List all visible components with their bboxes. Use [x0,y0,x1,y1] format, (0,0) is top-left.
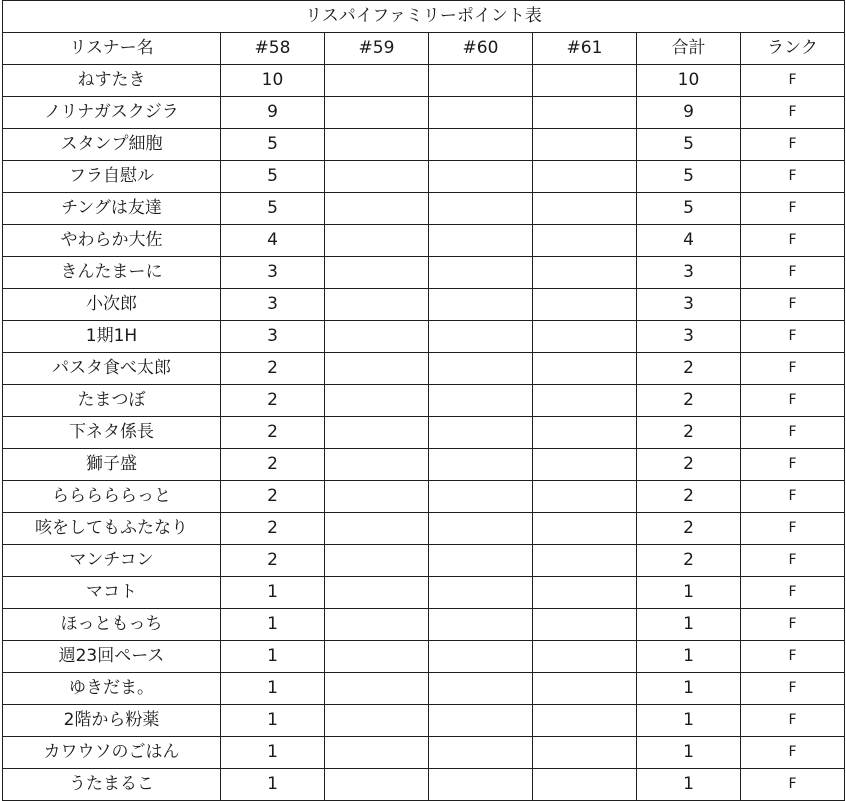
episode-59-cell [325,705,429,737]
episode-61-cell [533,705,637,737]
table-body [3,65,845,801]
table-row [3,449,845,481]
total-cell: 2 [637,353,741,385]
table-row [3,161,845,193]
episode-58-cell: 10 [221,65,325,97]
rank-cell: F [741,481,845,513]
rank-cell: F [741,385,845,417]
episode-61-cell [533,417,637,449]
episode-60-cell [429,257,533,289]
episode-60-cell [429,641,533,673]
episode-58-cell: 2 [221,417,325,449]
episode-58-cell: 2 [221,385,325,417]
listener-name-cell: チングは友達 [3,193,221,225]
episode-60-cell [429,417,533,449]
episode-60-cell [429,193,533,225]
total-cell: 1 [637,673,741,705]
episode-61-cell [533,641,637,673]
episode-60-cell [429,353,533,385]
episode-60-cell [429,65,533,97]
header-episode-60: #60 [429,33,533,65]
table-row [3,129,845,161]
episode-61-cell [533,385,637,417]
episode-60-cell [429,513,533,545]
episode-59-cell [325,449,429,481]
total-cell: 5 [637,129,741,161]
episode-59-cell [325,289,429,321]
episode-59-cell [325,769,429,801]
listener-name-cell: マンチコン [3,545,221,577]
episode-61-cell [533,545,637,577]
episode-58-cell: 5 [221,193,325,225]
episode-59-cell [325,161,429,193]
total-cell: 5 [637,161,741,193]
listener-name-cell: フラ自慰ル [3,161,221,193]
episode-61-cell [533,673,637,705]
listener-name-cell: パスタ食べ太郎 [3,353,221,385]
listener-name-cell: 2階から粉薬 [3,705,221,737]
total-cell: 2 [637,417,741,449]
episode-59-cell [325,417,429,449]
rank-cell: F [741,609,845,641]
episode-58-cell: 1 [221,609,325,641]
episode-59-cell [325,577,429,609]
total-cell: 3 [637,257,741,289]
table-row [3,705,845,737]
listener-name-cell: らららららっと [3,481,221,513]
episode-58-cell: 4 [221,225,325,257]
episode-60-cell [429,737,533,769]
episode-60-cell [429,609,533,641]
episode-61-cell [533,513,637,545]
rank-cell: F [741,129,845,161]
episode-59-cell [325,193,429,225]
episode-58-cell: 5 [221,129,325,161]
episode-61-cell [533,609,637,641]
total-cell: 2 [637,545,741,577]
total-cell: 1 [637,705,741,737]
table-row [3,577,845,609]
table-row [3,481,845,513]
table-row [3,321,845,353]
episode-58-cell: 3 [221,289,325,321]
title-row [3,1,845,33]
episode-61-cell [533,769,637,801]
total-cell: 1 [637,737,741,769]
rank-cell: F [741,545,845,577]
episode-61-cell [533,129,637,161]
listener-name-cell: 下ネタ係長 [3,417,221,449]
table-row [3,417,845,449]
episode-58-cell: 1 [221,641,325,673]
table-row [3,769,845,801]
episode-59-cell [325,737,429,769]
rank-cell: F [741,449,845,481]
total-cell: 2 [637,385,741,417]
episode-59-cell [325,385,429,417]
table-row [3,353,845,385]
rank-cell: F [741,577,845,609]
episode-60-cell [429,97,533,129]
episode-59-cell [325,321,429,353]
rank-cell: F [741,161,845,193]
total-cell: 2 [637,449,741,481]
episode-60-cell [429,545,533,577]
rank-cell: F [741,225,845,257]
listener-name-cell: 1期1H [3,321,221,353]
header-row [3,33,845,65]
listener-name-cell: 小次郎 [3,289,221,321]
episode-59-cell [325,481,429,513]
episode-59-cell [325,673,429,705]
total-cell: 9 [637,97,741,129]
rank-cell: F [741,289,845,321]
episode-58-cell: 2 [221,449,325,481]
listener-name-cell: ノリナガスクジラ [3,97,221,129]
rank-cell: F [741,513,845,545]
total-cell: 1 [637,609,741,641]
episode-61-cell [533,449,637,481]
total-cell: 1 [637,577,741,609]
total-cell: 2 [637,481,741,513]
episode-58-cell: 2 [221,481,325,513]
episode-58-cell: 1 [221,577,325,609]
episode-58-cell: 2 [221,353,325,385]
rank-cell: F [741,65,845,97]
rank-cell: F [741,257,845,289]
episode-60-cell [429,129,533,161]
table-row [3,65,845,97]
table-row [3,193,845,225]
episode-61-cell [533,65,637,97]
episode-59-cell [325,225,429,257]
episode-60-cell [429,577,533,609]
rank-cell: F [741,769,845,801]
episode-58-cell: 1 [221,705,325,737]
episode-61-cell [533,161,637,193]
episode-61-cell [533,193,637,225]
table-row [3,225,845,257]
table-row [3,737,845,769]
episode-59-cell [325,513,429,545]
episode-58-cell: 1 [221,769,325,801]
rank-cell: F [741,705,845,737]
total-cell: 10 [637,65,741,97]
listener-name-cell: ねすたき [3,65,221,97]
rank-cell: F [741,97,845,129]
episode-61-cell [533,353,637,385]
episode-61-cell [533,97,637,129]
episode-60-cell [429,225,533,257]
table-row [3,289,845,321]
header-listener-name: リスナー名 [3,33,221,65]
rank-cell: F [741,353,845,385]
episode-58-cell: 1 [221,737,325,769]
episode-58-cell: 9 [221,97,325,129]
episode-60-cell [429,385,533,417]
episode-59-cell [325,545,429,577]
listener-name-cell: 咳をしてもふたなり [3,513,221,545]
listener-name-cell: きんたまーに [3,257,221,289]
points-table [2,0,845,801]
episode-60-cell [429,769,533,801]
table-title: リスパイファミリーポイント表 [3,1,845,33]
episode-60-cell [429,673,533,705]
total-cell: 4 [637,225,741,257]
episode-60-cell [429,449,533,481]
episode-58-cell: 3 [221,257,325,289]
table-row [3,673,845,705]
episode-61-cell [533,577,637,609]
episode-59-cell [325,353,429,385]
listener-name-cell: マコト [3,577,221,609]
episode-61-cell [533,737,637,769]
episode-58-cell: 2 [221,545,325,577]
episode-61-cell [533,321,637,353]
episode-61-cell [533,481,637,513]
points-sheet [2,0,844,801]
listener-name-cell: たまつぼ [3,385,221,417]
rank-cell: F [741,417,845,449]
episode-59-cell [325,129,429,161]
episode-58-cell: 3 [221,321,325,353]
listener-name-cell: 週23回ペース [3,641,221,673]
episode-58-cell: 5 [221,161,325,193]
table-row [3,609,845,641]
episode-60-cell [429,481,533,513]
header-rank: ランク [741,33,845,65]
table-row [3,385,845,417]
table-row [3,641,845,673]
episode-61-cell [533,289,637,321]
table-row [3,257,845,289]
listener-name-cell: ほっともっち [3,609,221,641]
header-episode-59: #59 [325,33,429,65]
episode-61-cell [533,225,637,257]
table-row [3,97,845,129]
listener-name-cell: スタンプ細胞 [3,129,221,161]
rank-cell: F [741,193,845,225]
episode-59-cell [325,257,429,289]
episode-59-cell [325,609,429,641]
header-episode-58: #58 [221,33,325,65]
episode-60-cell [429,705,533,737]
listener-name-cell: 獅子盛 [3,449,221,481]
total-cell: 3 [637,321,741,353]
episode-59-cell [325,97,429,129]
episode-58-cell: 2 [221,513,325,545]
table-row [3,513,845,545]
header-total: 合計 [637,33,741,65]
episode-59-cell [325,65,429,97]
total-cell: 1 [637,641,741,673]
listener-name-cell: うたまるこ [3,769,221,801]
total-cell: 1 [637,769,741,801]
rank-cell: F [741,673,845,705]
episode-60-cell [429,161,533,193]
rank-cell: F [741,321,845,353]
episode-59-cell [325,641,429,673]
listener-name-cell: ゆきだま。 [3,673,221,705]
listener-name-cell: やわらか大佐 [3,225,221,257]
listener-name-cell: カワウソのごはん [3,737,221,769]
episode-61-cell [533,257,637,289]
episode-60-cell [429,321,533,353]
episode-60-cell [429,289,533,321]
rank-cell: F [741,641,845,673]
header-episode-61: #61 [533,33,637,65]
total-cell: 3 [637,289,741,321]
rank-cell: F [741,737,845,769]
episode-58-cell: 1 [221,673,325,705]
table-row [3,545,845,577]
total-cell: 5 [637,193,741,225]
total-cell: 2 [637,513,741,545]
